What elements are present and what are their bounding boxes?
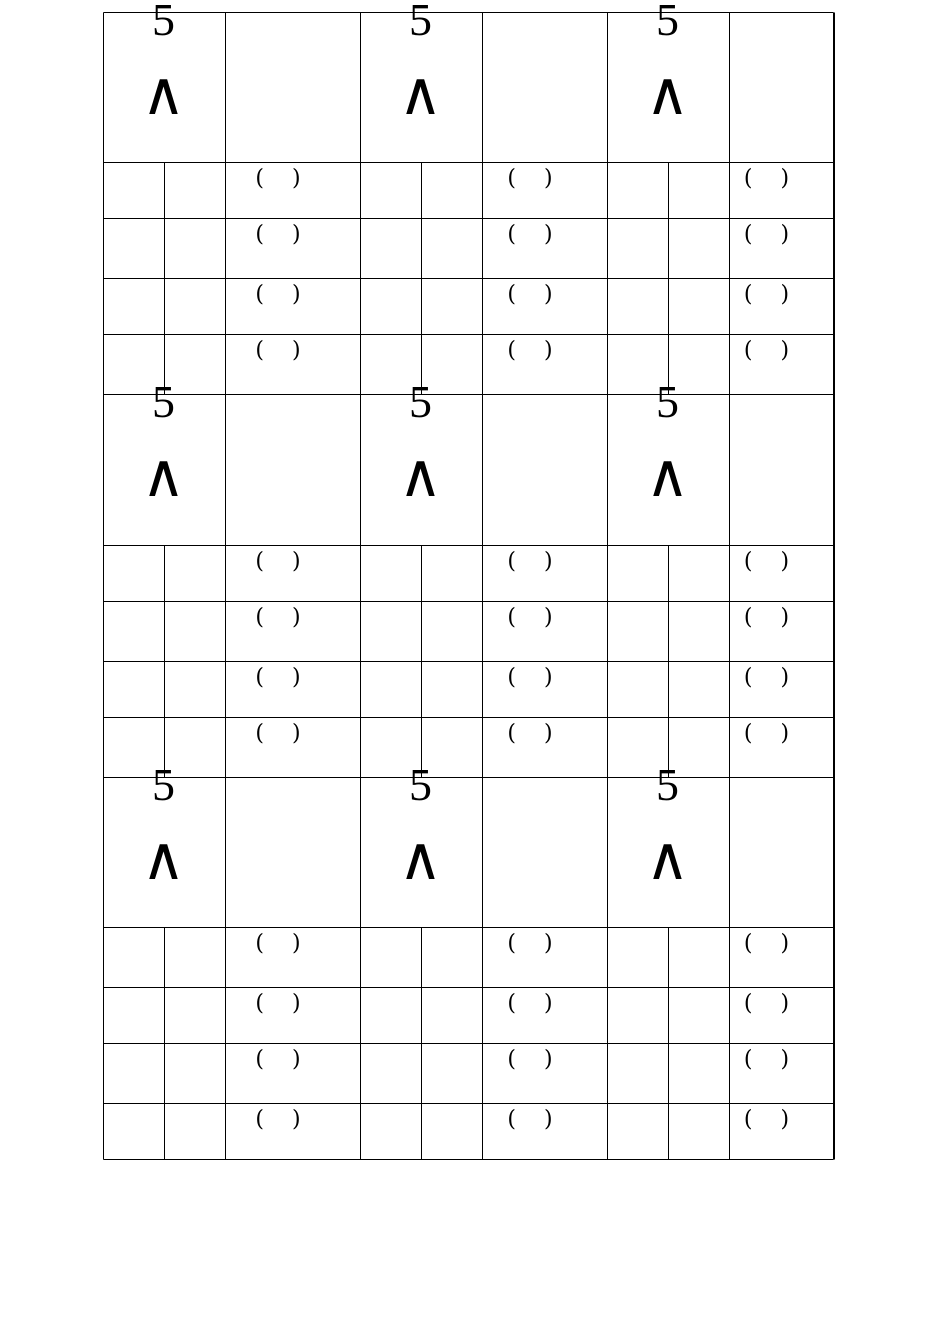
answer-blank[interactable]: ( ) (743, 281, 790, 307)
answer-blank[interactable]: ( ) (255, 604, 301, 630)
bond-total-number: 5 (152, 0, 175, 45)
bond-split-symbol: ∧ (645, 58, 690, 129)
answer-blank[interactable]: ( ) (743, 548, 790, 574)
answer-blank[interactable]: ( ) (507, 281, 553, 307)
bond-total-number: 5 (152, 758, 175, 810)
bond-total-number: 5 (409, 0, 432, 45)
answer-blank[interactable]: ( ) (507, 604, 553, 630)
bond-split-symbol: ∧ (141, 58, 186, 129)
answer-blank[interactable]: ( ) (255, 664, 301, 690)
answer-blank[interactable]: ( ) (507, 337, 553, 363)
bond-split-symbol: ∧ (645, 823, 690, 894)
answer-blank[interactable]: ( ) (255, 720, 301, 746)
answer-blank[interactable]: ( ) (255, 221, 301, 247)
bond-total-number: 5 (409, 375, 432, 427)
bond-split-symbol: ∧ (398, 823, 443, 894)
bond-total-number: 5 (656, 758, 679, 810)
answer-blank[interactable]: ( ) (255, 548, 301, 574)
bond-total-number: 5 (656, 375, 679, 427)
answer-blank[interactable]: ( ) (743, 664, 790, 690)
answer-blank[interactable]: ( ) (507, 221, 553, 247)
answer-blank[interactable]: ( ) (743, 1106, 790, 1132)
answer-blank[interactable]: ( ) (743, 720, 790, 746)
answer-blank[interactable]: ( ) (743, 930, 790, 956)
answer-blank[interactable]: ( ) (743, 337, 790, 363)
answer-blank[interactable]: ( ) (255, 1046, 301, 1072)
bond-total-number: 5 (409, 758, 432, 810)
answer-blank[interactable]: ( ) (507, 930, 553, 956)
bond-split-symbol: ∧ (398, 58, 443, 129)
answer-blank[interactable]: ( ) (743, 990, 790, 1016)
answer-blank[interactable]: ( ) (255, 1106, 301, 1132)
answer-blank[interactable]: ( ) (507, 548, 553, 574)
bond-split-symbol: ∧ (645, 440, 690, 511)
bond-split-symbol: ∧ (398, 440, 443, 511)
bond-split-symbol: ∧ (141, 440, 186, 511)
answer-blank[interactable]: ( ) (507, 990, 553, 1016)
answer-blank[interactable]: ( ) (743, 604, 790, 630)
answer-blank[interactable]: ( ) (507, 165, 553, 191)
answer-blank[interactable]: ( ) (255, 165, 301, 191)
answer-blank[interactable]: ( ) (255, 281, 301, 307)
answer-blank[interactable]: ( ) (255, 930, 301, 956)
answer-blank[interactable]: ( ) (743, 221, 790, 247)
answer-blank[interactable]: ( ) (255, 990, 301, 1016)
answer-blank[interactable]: ( ) (743, 165, 790, 191)
answer-blank[interactable]: ( ) (743, 1046, 790, 1072)
answer-blank[interactable]: ( ) (507, 720, 553, 746)
bond-split-symbol: ∧ (141, 823, 186, 894)
bond-total-number: 5 (152, 375, 175, 427)
answer-blank[interactable]: ( ) (507, 1106, 553, 1132)
answer-blank[interactable]: ( ) (255, 337, 301, 363)
answer-blank[interactable]: ( ) (507, 664, 553, 690)
answer-blank[interactable]: ( ) (507, 1046, 553, 1072)
bond-total-number: 5 (656, 0, 679, 45)
